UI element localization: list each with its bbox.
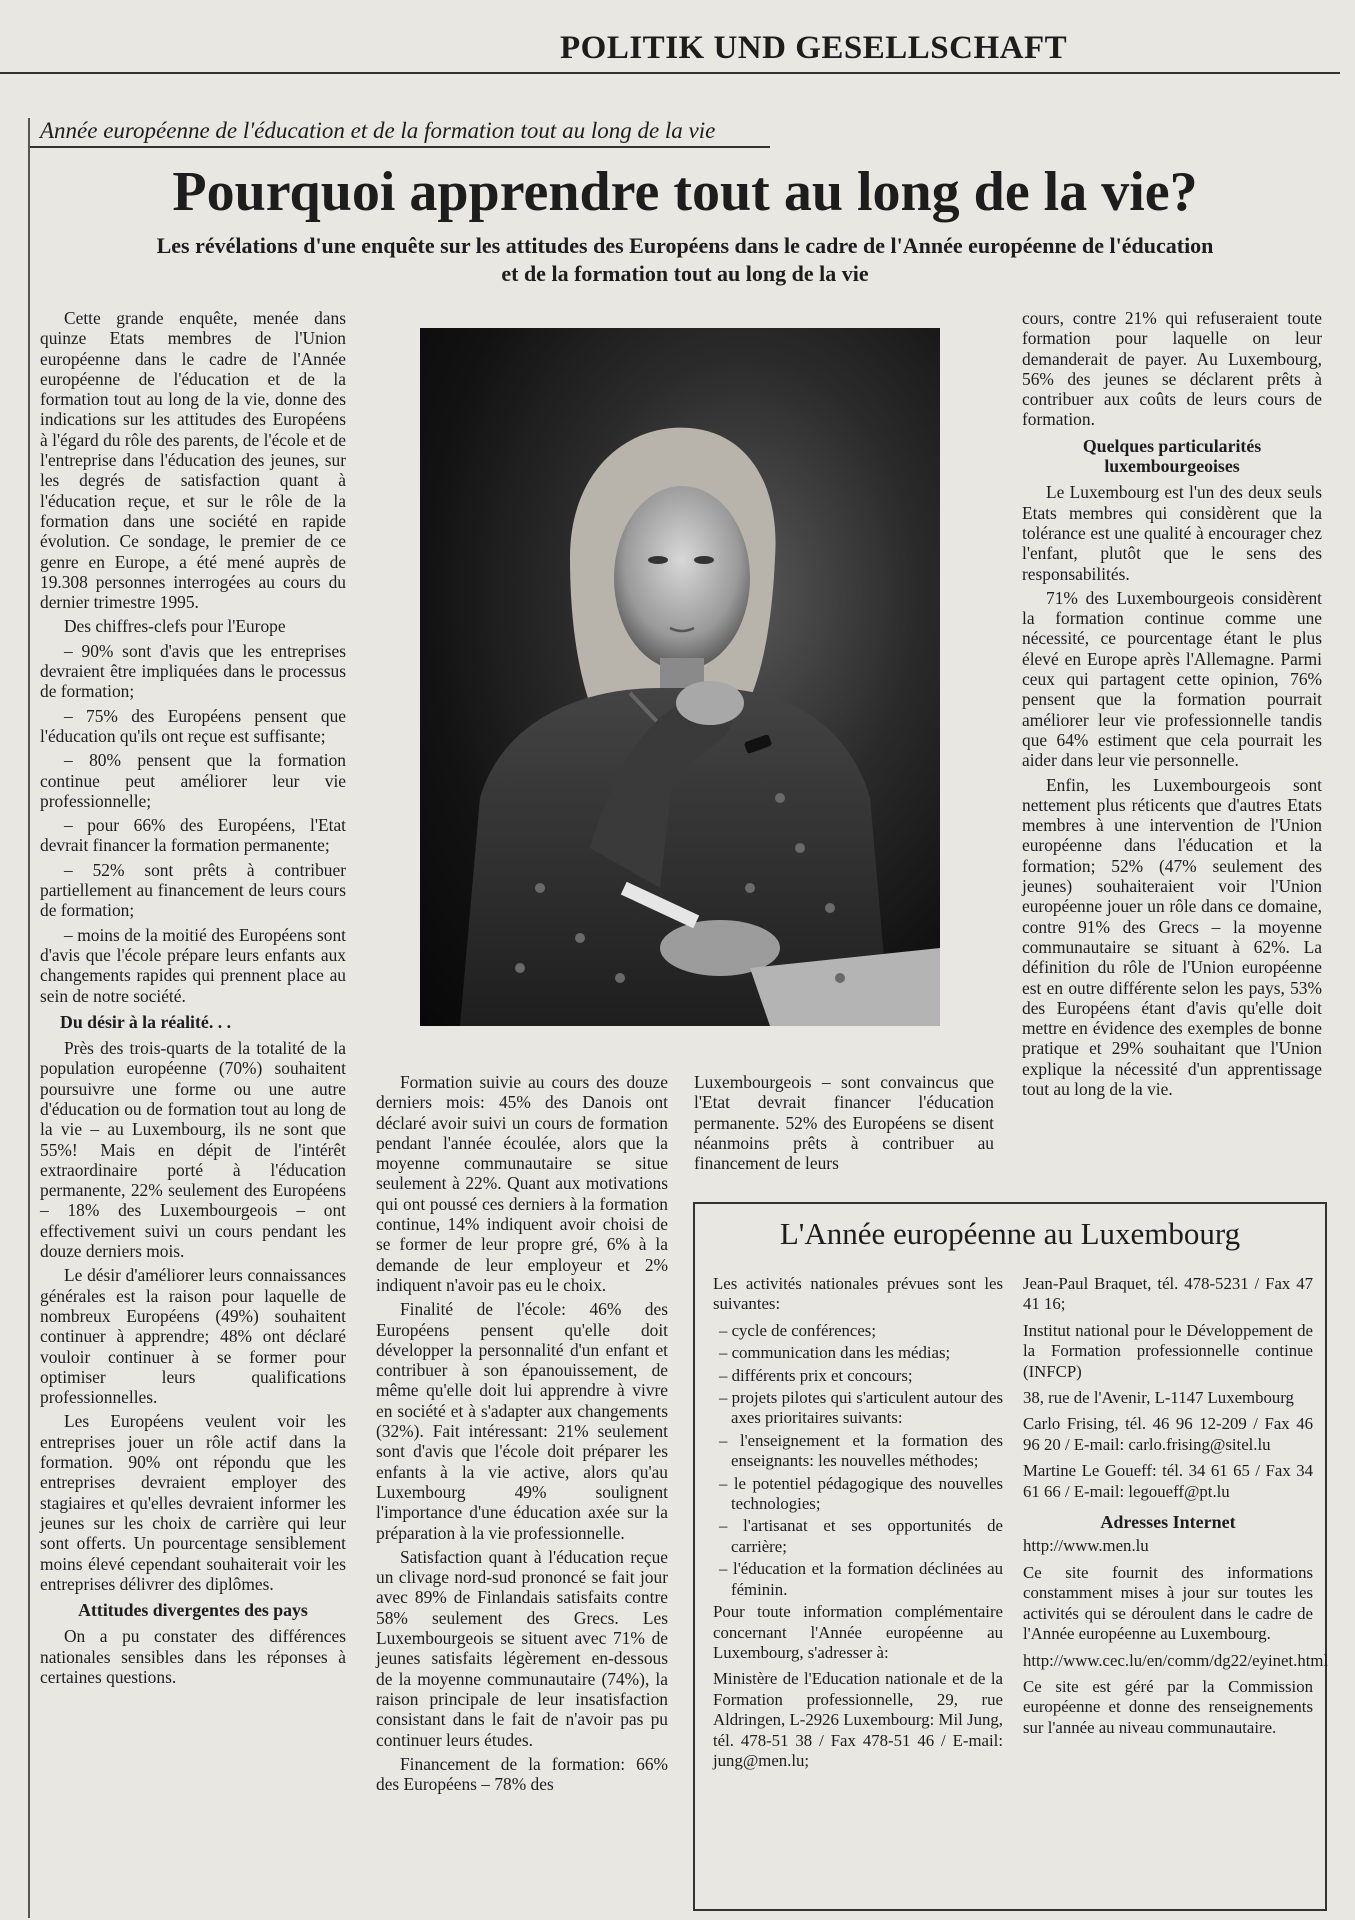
subhead-particularites: Quelques particularités luxembourgeoises <box>1082 435 1262 477</box>
box-ministry: Ministère de l'Education nationale et de la Formation professionnelle, 29, rue Aldringen, L-2926 Luxembourg: Mil Jung, tél. 478-51 38 / Fax 478-51 46 / E-mail: jung@men.lu; <box>713 1669 1003 1770</box>
paragraph: Le Luxembourg est l'un des deux seuls Etats membres qui considèrent que la tolérance est une qualité à encourager chez l'enfant, plutôt que le sens des responsabilités. <box>1022 482 1322 584</box>
column-3 <box>694 1072 994 1177</box>
paragraph: Enfin, les Luxembourgeois sont nettement plus réticents que d'autres Etats membres à une intervention de l'Union européenne dans l'éducation et la formation; 52% (47% seulement des jeunes) souhaiteraient voir l'Union européenne jouer un rôle dans ce domaine, contre 91% des Grecs – la moyenne communautaire se situant à 62%. La définition du rôle de l'Union européenne est en outre différente selon les pays, 53% des Européens étant d'avis qu'elle doit mettre en évidence des exemples de bonne pratique et 29% souhaitant que l'Union explique la nécessité d'un apprentissage tout au long de la vie. <box>1022 774 1322 1099</box>
paragraph: On a pu constater des différences nationales sensibles dans les réponses à certaines questions. <box>40 1626 346 1687</box>
left-column-rule <box>28 118 30 1918</box>
figure-item: – 75% des Européens pensent que l'éducation qu'ils ont reçue est suffisante; <box>40 705 346 746</box>
kicker: Année européenne de l'éducation et de la formation tout au long de la vie <box>40 118 716 143</box>
kicker-rule <box>30 146 770 148</box>
contact: Institut national pour le Développement de la Formation professionnelle continue (INFCP) <box>1023 1320 1313 1381</box>
paragraph: Luxembourgeois – sont convaincus que l'Etat devrait financer l'éducation permanente. 52% des Européens se disent néanmoins prêts à contribuer au financement de leurs <box>694 1072 994 1174</box>
list-item: – communication dans les médias; <box>719 1343 951 1363</box>
paragraph: Le désir d'améliorer leurs connaissances générales est la raison pour laquelle de nombreux Européens (49%) souhaitent continuer à apprendre; 48% ont déclaré vouloir continuer à se former pour optimiser leurs qualifications professionnelles. <box>40 1265 346 1408</box>
subhead-attitudes: Attitudes divergentes des pays <box>78 1600 308 1621</box>
list-item: – le potentiel pédagogique des nouvelles technologies; <box>719 1473 1003 1514</box>
column-4 <box>1022 308 1322 1103</box>
url-link[interactable]: http://www.cec.lu/en/comm/dg22/eyinet.html <box>1023 1650 1329 1670</box>
contact: Jean-Paul Braquet, tél. 478-5231 / Fax 47 41 16; <box>1023 1274 1313 1314</box>
box-left-column <box>713 1274 1003 1777</box>
url-link[interactable]: http://www.men.lu <box>1023 1536 1149 1556</box>
url-description: Ce site fournit des informations constamment mises à jour sur toutes les activités qui se déroulent dans le cadre de l'Année européenne au Luxembourg. <box>1023 1562 1313 1644</box>
box-info: Pour toute information complémentaire concernant l'Année européenne au Luxembourg, s'adresser à: <box>713 1602 1003 1662</box>
paragraph: Finalité de l'école: 46% des Européens pensent qu'elle doit développer la personnalité d'un enfant et contribuer à son épanouissement, de même qu'elle doit lui apprendre à vivre en société et à s'adapter aux changements (32%). Fait intéressant: 21% seulement sont d'avis que l'école doit préparer les enfants à la vie active, alors qu'au Luxembourg 49% soulignent l'importance d'une éducation axée sur la préparation à la vie professionnelle. <box>376 1299 668 1543</box>
paragraph: Satisfaction quant à l'éducation reçue un clivage nord-sud prononcé se fait jour avec 89% de Finlandais satisfaits contre 58% seulement des Grecs. Les Luxembourgeois se situent avec 71% de jeunes satisfaits légèrement en-dessous de la moyenne communautaire (74%), la raison principale de leur insatisfaction consistant dans le fait de n'avoir pas pu continuer leurs études. <box>376 1546 668 1750</box>
activities-list <box>713 1321 1003 1600</box>
paragraph: Financement de la formation: 66% des Européens – 78% des <box>376 1753 668 1795</box>
column-2 <box>376 1072 668 1798</box>
header-rule <box>0 72 1340 74</box>
figure-item: – 52% sont prêts à contribuer partiellement au financement de leurs cours de formation; <box>40 859 346 921</box>
deck-line-2: et de la formation tout au long de la vie <box>501 261 869 286</box>
paragraph: cours, contre 21% qui refuseraient toute formation pour laquelle on leur demanderait de payer. Au Luxembourg, 56% des jeunes se déclarent prêts à contribuer aux coûts de leurs cours de formation. <box>1022 308 1322 430</box>
list-item: – l'artisanat et ses opportunités de carrière; <box>719 1516 1003 1556</box>
deck <box>60 232 1310 288</box>
paragraph: 71% des Luxembourgeois considèrent la formation continue comme une nécessité, ce pourcentage étant le plus élevé en Europe après l'Allemagne. Parmi ceux qui partagent cette opinion, 76% pensent que la formation pourrait améliorer leur vie professionnelle tandis que 64% estiment que cela pourrait les aider dans leur vie personnelle. <box>1022 587 1322 771</box>
url-description: Ce site est géré par la Commission européenne et donne des renseignements sur l'année au niveau communautaire. <box>1023 1676 1313 1737</box>
list-item: – l'éducation et la formation déclinées au féminin. <box>719 1559 1003 1599</box>
intro-paragraph: Cette grande enquête, menée dans quinze Etats membres de l'Union européenne dans le cadre de l'Année européenne de l'éducation et de la formation tout au long de la vie, donne des indications sur les attitudes des Européens à l'égard du rôle des parents, de l'école et de l'entreprise dans l'éducation des jeunes, sur les degrés de satisfaction quant à l'éducation reçue, et sur le rôle de la formation dans une société en rapide évolution. Ce sondage, le premier de ce genre en Europe, a été mené auprès de 19.308 personnes interrogées au cours du dernier trimestre 1995. <box>40 308 346 613</box>
info-box-luxembourg <box>693 1202 1327 1911</box>
list-item: – l'enseignement et la formation des enseignants: les nouvelles méthodes; <box>719 1430 1003 1471</box>
figures-title: Des chiffres-clefs pour l'Europe <box>64 616 286 637</box>
kicker-block <box>30 118 790 148</box>
figure-item: – pour 66% des Européens, l'Etat devrait financer la formation permanente; <box>40 815 346 856</box>
paragraph: Les Européens veulent voir les entreprises jouer un rôle actif dans la formation. 90% ont répondu que les entreprises devraient employer des stagiaires et qu'elles devraient informer les jeunes sur les choix de carrière qui leur sont offerts. Un pourcentage sensiblement moins élevé cependant souhaiterait voir les entreprises délivrer des diplômes. <box>40 1411 346 1594</box>
photo-illustration <box>420 328 940 1026</box>
contact: Carlo Frising, tél. 46 96 12-209 / Fax 46 96 20 / E-mail: carlo.frising@sitel.lu <box>1023 1414 1313 1454</box>
figure-item: – moins de la moitié des Européens sont d'avis que l'école prépare leurs enfants aux changements rapides qui prennent place au sein de notre société. <box>40 924 346 1006</box>
section-header: POLITIK UND GESELLSCHAFT <box>560 30 1068 66</box>
photo-young-woman <box>420 328 940 1026</box>
headline: Pourquoi apprendre tout au long de la vie? <box>172 161 1198 223</box>
column-1 <box>40 308 346 1691</box>
paragraph: Près des trois-quarts de la totalité de la population européenne (70%) souhaitent poursuivre une forme ou une autre d'éducation ou de formation tout au long de la vie – au Luxembourg, ils ne sont que 55%! Mais en dépit de l'intérêt extraordinaire porté à l'éducation permanente, 22% seulement des Européens – 18% des Luxembourgeois – ont effectivement suivi un cours pendant les douze derniers mois. <box>40 1038 346 1262</box>
list-item: – différents prix et concours; <box>719 1365 913 1385</box>
list-item: – projets pilotes qui s'articulent autour des axes prioritaires suivants: <box>719 1388 1003 1428</box>
list-item: – cycle de conférences; <box>719 1320 876 1340</box>
box-right-column <box>1023 1274 1329 1744</box>
figure-item: – 90% sont d'avis que les entreprises devraient être impliquées dans le processus de formation; <box>40 640 346 702</box>
box-title: L'Année européenne au Luxembourg <box>779 1216 1241 1251</box>
internet-addresses-heading: Adresses Internet <box>1100 1512 1236 1533</box>
contact: Martine Le Goueff: tél. 34 61 65 / Fax 34 61 66 / E-mail: legoueff@pt.lu <box>1023 1461 1313 1501</box>
figure-item: – 80% pensent que la formation continue peut améliorer leur vie professionnelle; <box>40 750 346 811</box>
deck-line-1: Les révélations d'une enquête sur les attitudes des Européens dans le cadre de l'Année européenne de l'éducation <box>156 233 1214 258</box>
paragraph: Formation suivie au cours des douze derniers mois: 45% des Danois ont déclaré avoir suivi un cours de formation pendant l'année écoulée, alors que la moyenne communautaire se situe seulement à 22%. Quant aux motivations qui ont poussé ces derniers à la formation continue, 14% indiquent avoir choisi de se former de leur propre gré, 6% à la demande de leur employeur et 2% indiquent n'avoir pas eu le choix. <box>376 1072 668 1295</box>
box-intro: Les activités nationales prévues sont les suivantes: <box>713 1274 1003 1314</box>
subhead-desir: Du désir à la réalité. . . <box>60 1011 232 1032</box>
contact: 38, rue de l'Avenir, L-1147 Luxembourg <box>1023 1388 1294 1408</box>
